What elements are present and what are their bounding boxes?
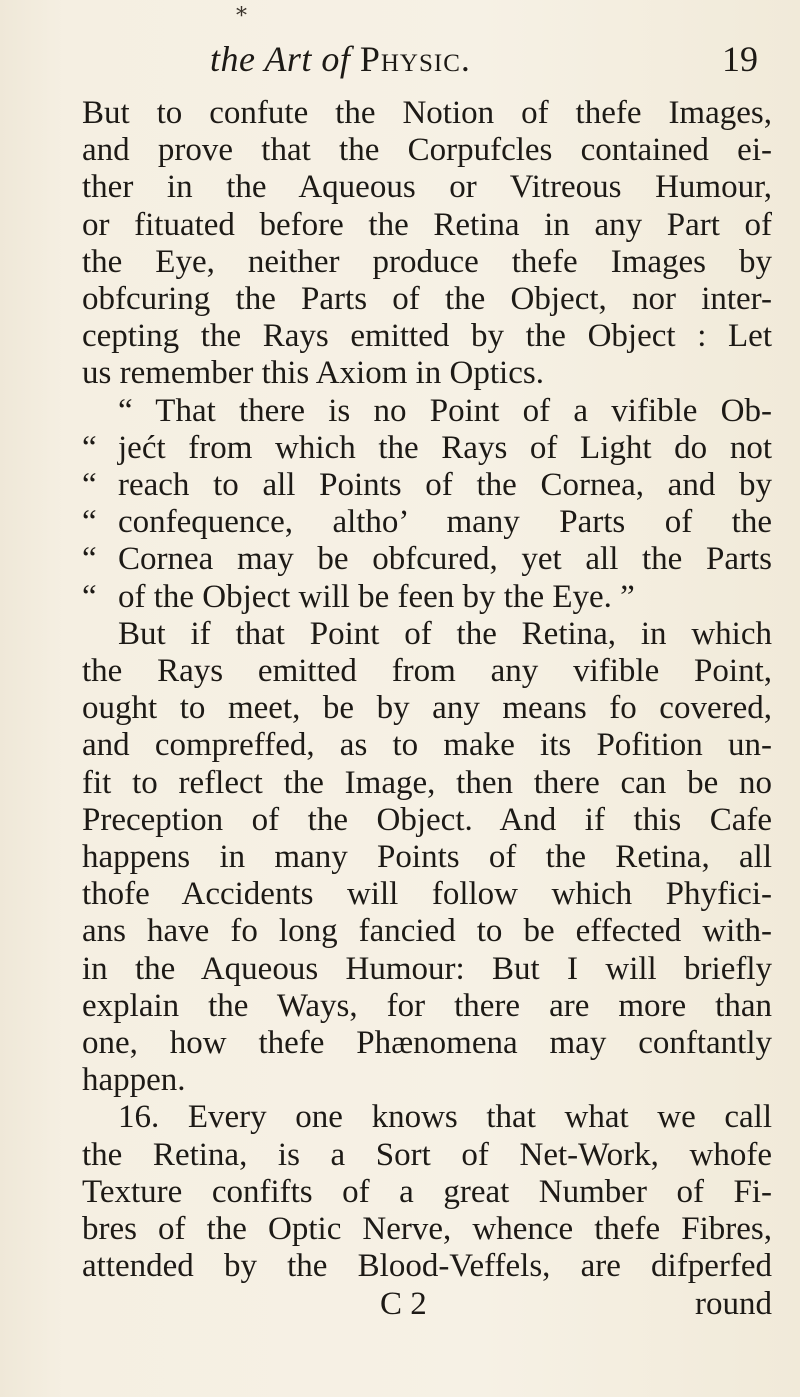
running-title-italic: the Art of [210,39,351,79]
quote-mark: “ [82,541,97,578]
text-line: and prove that the Corpufcles contained ei- [82,132,772,169]
text-line: happen. [82,1062,186,1099]
text-line: happens in many Points of the Retina, all [82,839,772,876]
text-line: obfcuring the Parts of the Object, nor inter- [82,281,772,318]
quote-line [82,541,772,578]
text-line: fit to reflect the Image, then there can be no [82,764,772,801]
text-line: bres of the Optic Nerve, whence thefe Fibres, [82,1211,772,1248]
text-line: one, how thefe Phænomena may conftantly [82,1025,772,1062]
quote-mark: “ [82,578,97,615]
stray-mark: * [236,4,247,29]
text-line: the Rays emitted from any vifible Point, [82,653,772,690]
text-line: Preception of the Object. And if this Cafe [82,801,772,838]
signature-mark: C 2 [380,1285,427,1322]
text-line: the Eye, neither produce thefe Images by [82,243,772,280]
quote-line [82,579,772,616]
running-title [210,38,471,80]
page-number: 19 [722,39,758,79]
text-line: cepting the Rays emitted by the Object : Let [82,318,772,355]
text-line: thofe Accidents will follow which Phyfici- [82,876,772,913]
quote-line [82,504,772,541]
text-line: ought to meet, be by any means fo covered, [82,690,772,727]
quote-text: Cornea may be obfcured, yet all the Parts [118,541,772,578]
quote-text: of the Object will be feen by the Eye. ” [118,578,635,615]
text-line: us remember this Axiom in Optics. [82,355,544,392]
text-line: and compreffed, as to make its Pofition un- [82,727,772,764]
text-line: ther in the Aqueous or Vitreous Humour, [82,169,772,206]
text-line: ans have fo long fancied to be effected with- [82,913,772,950]
running-title-caps: Physic. [359,39,471,79]
page-footer [82,1286,772,1323]
quote-text: confequence, altho’ many Parts of the [118,504,772,541]
text-line: the Retina, is a Sort of Net-Work, whofe [82,1136,772,1173]
quote-line [82,467,772,504]
quote-line [82,430,772,467]
quote-mark: “ [82,429,97,466]
text-line: But if that Point of the Retina, in which [118,615,772,652]
quote-text: jećt from which the Rays of Light do not [118,429,772,466]
quote-mark: “ [82,467,97,504]
quote-text: reach to all Points of the Cornea, and by [118,467,772,504]
text-line: 16. Every one knows that what we call [118,1099,772,1136]
quote-line: “ That there is no Point of a vifible Ob- [118,392,772,429]
text-line: or fituated before the Retina in any Part of [82,206,772,243]
body-text [82,95,772,1323]
text-line: But to confute the Notion of thefe Images, [82,95,772,131]
catchword: round [695,1285,772,1322]
text-line: Texture confifts of a great Number of Fi- [82,1173,772,1210]
text-line: attended by the Blood-Veffels, are difperfed [82,1248,772,1285]
text-line: in the Aqueous Humour: But I will briefly [82,950,772,987]
running-head [210,38,770,88]
quote-mark: “ [82,504,97,541]
text-line: explain the Ways, for there are more than [82,987,772,1024]
